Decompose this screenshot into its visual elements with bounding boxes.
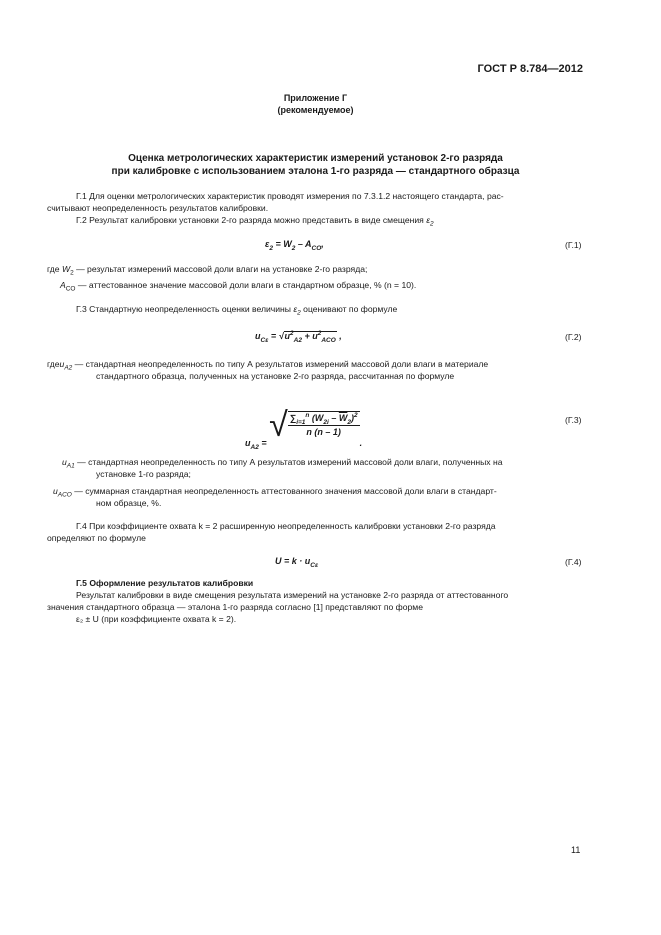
paragraph-g3: Г.3 Стандартную неопределенность оценки величины $\varepsilon_2$ оценивают по формуле bbox=[76, 304, 398, 317]
definition-ua2-line-2: стандартного образца, полученных на установке 2-го разряда, рассчитанная по формуле bbox=[96, 371, 455, 381]
formula-g3-label: (Г.3) bbox=[565, 415, 582, 425]
definition-aco: $A_{CO}$ — аттестованное значение массовой доли влаги в стандартном образце, % (n = 10). bbox=[60, 280, 417, 293]
definition-uaco-line-1: $u_{ACO}$ — суммарная стандартная неопределенность аттестованного значения массовой доли влаги в стандарт- bbox=[53, 486, 497, 499]
formula-g4-label: (Г.4) bbox=[565, 557, 582, 567]
standard-header: ГОСТ Р 8.784—2012 bbox=[477, 63, 583, 75]
section-g5-heading: Г.5 Оформление результатов калибровки bbox=[76, 578, 254, 588]
paragraph-g2-line-1: Г.2 Результат калибровки установки 2-го разряда можно представить в виде смещения $\varepsilon_2$ bbox=[76, 215, 434, 228]
formula-g1-label: (Г.1) bbox=[565, 240, 582, 250]
paragraph-g3-text-a: Г.3 Стандартную неопределенность оценки величины bbox=[76, 304, 291, 314]
formula-g2: $u_{C\varepsilon} = √u^2_{A2} + u^2_{ACO}$ , bbox=[255, 330, 342, 344]
definition-uaco-line-2: ном образце, %. bbox=[96, 498, 162, 508]
where-label: где bbox=[47, 264, 60, 274]
section-title-line-1: Оценка метрологических характеристик измерений установок 2-го разряда bbox=[128, 153, 503, 164]
page-number: 11 bbox=[571, 845, 581, 855]
appendix-subtitle: (рекомендуемое) bbox=[277, 105, 354, 115]
paragraph-g5-line-3: ε₂ ± U (при коэффициенте охвата k = 2). bbox=[76, 614, 237, 624]
appendix-title: Приложение Г bbox=[283, 93, 348, 103]
definition-w2-text: — результат измерений массовой доли влаги на установке 2-го разряда; bbox=[76, 264, 368, 274]
formula-g4: $U = k \cdot u_{C\varepsilon}$ bbox=[275, 556, 319, 569]
definition-ua1-line-2: установке 1-го разряда; bbox=[96, 469, 191, 479]
paragraph-g2-text: Г.2 Результат калибровки установки 2-го разряда можно представить в виде смещения bbox=[76, 215, 424, 225]
formula-g2-label: (Г.2) bbox=[565, 332, 582, 342]
paragraph-g3-text-b: оценивают по формуле bbox=[303, 304, 398, 314]
definition-ua2-line-1: гдеu$_{A2}$ — стандартная неопределенность по типу А результатов измерений массовой доли влаги в материале bbox=[47, 359, 489, 372]
paragraph-g4-line-1: Г.4 При коэффициенте охвата k = 2 расширенную неопределенность калибровки установки 2-го разряда bbox=[76, 521, 496, 531]
definition-ua1-line-1: $u_{A1}$ — стандартная неопределенность по типу А результатов измерений массовой доли влаги, полученных на bbox=[62, 457, 503, 470]
paragraph-g1-line-2: считывают неопределенность результатов калибровки. bbox=[47, 203, 269, 213]
paragraph-g5-line-1: Результат калибровки в виде смещения результата измерений на установке 2-го разряда от аттестованного bbox=[76, 590, 509, 600]
definition-aco-text: — аттестованное значение массовой доли влаги в стандартном образце, % (n = 10). bbox=[77, 280, 417, 290]
definition-ua2-text-1: — стандартная неопределенность по типу А результатов измерений массовой доли влаги в материале bbox=[74, 359, 489, 369]
where-label-2: где bbox=[47, 359, 60, 369]
definition-uaco-text-1: — суммарная стандартная неопределенность аттестованного значения массовой доли влаги в стандарт- bbox=[74, 486, 497, 496]
paragraph-g1-line-1: Г.1 Для оценки метрологических характеристик проводят измерения по 7.3.1.2 настоящего стандарта, рас- bbox=[76, 191, 504, 201]
definition-w2: где $W_2$ — результат измерений массовой доли влаги на установке 2-го разряда; bbox=[47, 264, 368, 277]
definition-ua1-text-1: — стандартная неопределенность по типу А результатов измерений массовой доли влаги, полученных на bbox=[77, 457, 503, 467]
paragraph-g5-line-2: значения стандартного образца — эталона 1-го разряда согласно [1] представляют по форме bbox=[47, 602, 423, 612]
section-title-line-2: при калибровке с использованием эталона 1-го разряда — стандартного образца bbox=[111, 166, 520, 177]
paragraph-g4-line-2: определяют по формуле bbox=[47, 533, 146, 543]
formula-g1: $\varepsilon_2 = W_2 - A_{CO}$, bbox=[265, 239, 324, 252]
formula-g3: $u_{A2}$ = √ $\frac{\sum_{i=1}^n (W_{2i} - \overline{W}_2)^2}{n (n - 1)}$ . bbox=[245, 406, 363, 451]
